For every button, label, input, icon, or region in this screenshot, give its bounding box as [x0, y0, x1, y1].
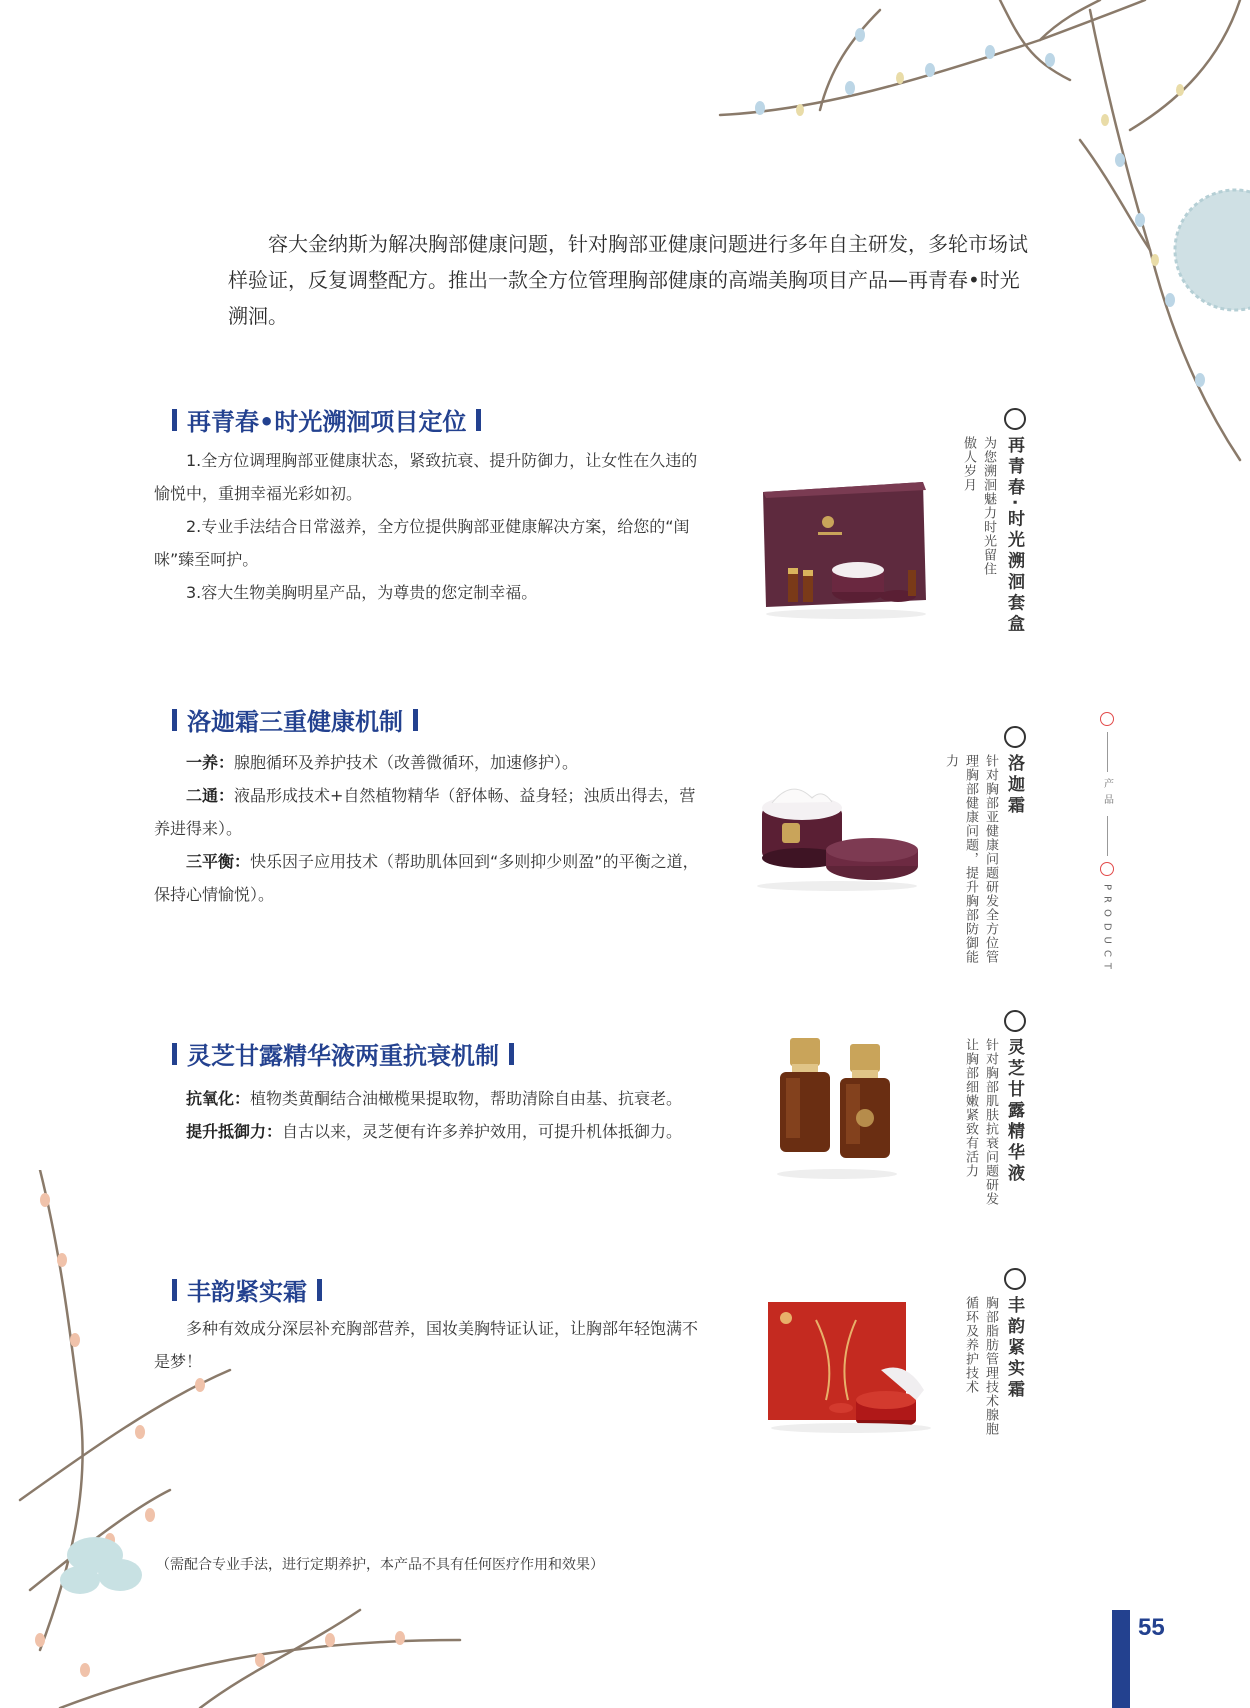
product-image-red-box [766, 1300, 941, 1435]
page-number: 55 [1138, 1614, 1165, 1641]
body-item [154, 845, 699, 911]
item-text: 自古以来，灵芝便有许多养护效用，可提升机体抵御力。 [282, 1122, 683, 1141]
title-bar [413, 709, 418, 731]
title-bar [172, 1043, 177, 1065]
product-name: 洛迦霜 [1004, 754, 1024, 817]
section-title [172, 1036, 514, 1071]
product-image-cream-jar [752, 778, 927, 893]
section-body [154, 1082, 714, 1148]
side-indicator-circle [1100, 712, 1114, 726]
product-marker-circle [1004, 1010, 1026, 1032]
section-body [154, 746, 699, 911]
side-section-indicator [1095, 712, 1119, 975]
item-label: 抗氧化： [186, 1089, 251, 1108]
section-title-text: 再青春•时光溯洄项目定位 [187, 408, 467, 436]
section-title-text: 洛迦霜三重健康机制 [187, 708, 403, 736]
title-bar [317, 1279, 322, 1301]
side-indicator-line [1107, 732, 1108, 772]
section-body [154, 444, 699, 609]
product-marker-circle [1004, 408, 1026, 430]
section-title [172, 702, 418, 737]
side-indicator-circle [1100, 862, 1114, 876]
product-name: 灵芝甘露精华液 [1004, 1038, 1024, 1185]
side-indicator-line [1107, 816, 1108, 856]
title-bar [172, 1279, 177, 1301]
section-title [172, 1272, 322, 1307]
product-marker-circle [1004, 726, 1026, 748]
product-description: 针对胸部亚健康问题研发全方位管理胸部健康问题，提升胸部防御能力 [943, 754, 998, 964]
body-paragraph: 多种有效成分深层补充胸部营养，国妆美胸特证认证，让胸部年轻饱满不是梦！ [154, 1319, 699, 1371]
section-body [154, 1312, 699, 1378]
section-title [172, 402, 481, 437]
item-text: 腺胞循环及养护技术（改善微循环，加速修护）。 [234, 753, 579, 772]
body-item [154, 1082, 714, 1115]
item-label: 一养： [186, 753, 235, 772]
side-label-cn: 产品 [1101, 778, 1113, 810]
title-bar [172, 409, 177, 431]
product-description: 为您溯洄魅力时光留住傲人岁月 [961, 436, 996, 576]
body-item [154, 1115, 714, 1148]
product-name: 丰韵紧实霜 [1004, 1296, 1024, 1401]
section-title-text: 丰韵紧实霜 [187, 1278, 307, 1306]
product-image-gift-box [758, 482, 938, 622]
product-name: 再青春·时光溯洄套盒 [1004, 436, 1024, 636]
body-paragraph: 1.全方位调理胸部亚健康状态，紧致抗衰、提升防御力，让女性在久违的愉悦中，重拥幸福光彩如初。 [154, 451, 698, 503]
title-bar [476, 409, 481, 431]
disclaimer-text: （需配合专业手法，进行定期养护，本产品不具有任何医疗作用和效果） [156, 1557, 604, 1573]
product-description: 针对胸部肌肤抗衰问题研发让胸部细嫩紧致有活力 [963, 1038, 998, 1206]
intro-paragraph: 容大金纳斯为解决胸部健康问题，针对胸部亚健康问题进行多年自主研发，多轮市场试样验证，反复调整配方。推出一款全方位管理胸部健康的高端美胸项目产品—再青春•时光溯洄。 [228, 232, 1028, 328]
item-label: 二通： [186, 786, 235, 805]
item-text: 液晶形成技术+自然植物精华（舒体畅、益身轻；浊质出得去，营养进得来）。 [154, 786, 696, 838]
item-text: 快乐因子应用技术（帮助肌体回到“多则抑少则盈”的平衡之道，保持心情愉悦）。 [154, 852, 699, 904]
title-bar [509, 1043, 514, 1065]
body-item [154, 746, 699, 779]
body-paragraph: 3.容大生物美胸明星产品，为尊贵的您定制幸福。 [186, 583, 538, 602]
item-label: 三平衡： [186, 852, 251, 871]
title-bar [172, 709, 177, 731]
branch-decoration-bottom [0, 1170, 480, 1708]
product-description: 胸部脂肪管理技术腺胞循环及养护技术 [963, 1296, 998, 1436]
page-number-bar [1112, 1610, 1130, 1708]
side-label-en: PRODUCT [1101, 884, 1113, 975]
body-item [154, 779, 699, 845]
product-marker-circle [1004, 1268, 1026, 1290]
body-paragraph: 2.专业手法结合日常滋养，全方位提供胸部亚健康解决方案，给您的“闺咪”臻至呵护。 [154, 517, 690, 569]
item-text: 植物类黄酮结合油橄榄果提取物，帮助清除自由基、抗衰老。 [250, 1089, 683, 1108]
product-image-serum-bottles [772, 1034, 902, 1184]
item-label: 提升抵御力： [186, 1122, 283, 1141]
section-title-text: 灵芝甘露精华液两重抗衰机制 [187, 1042, 499, 1070]
